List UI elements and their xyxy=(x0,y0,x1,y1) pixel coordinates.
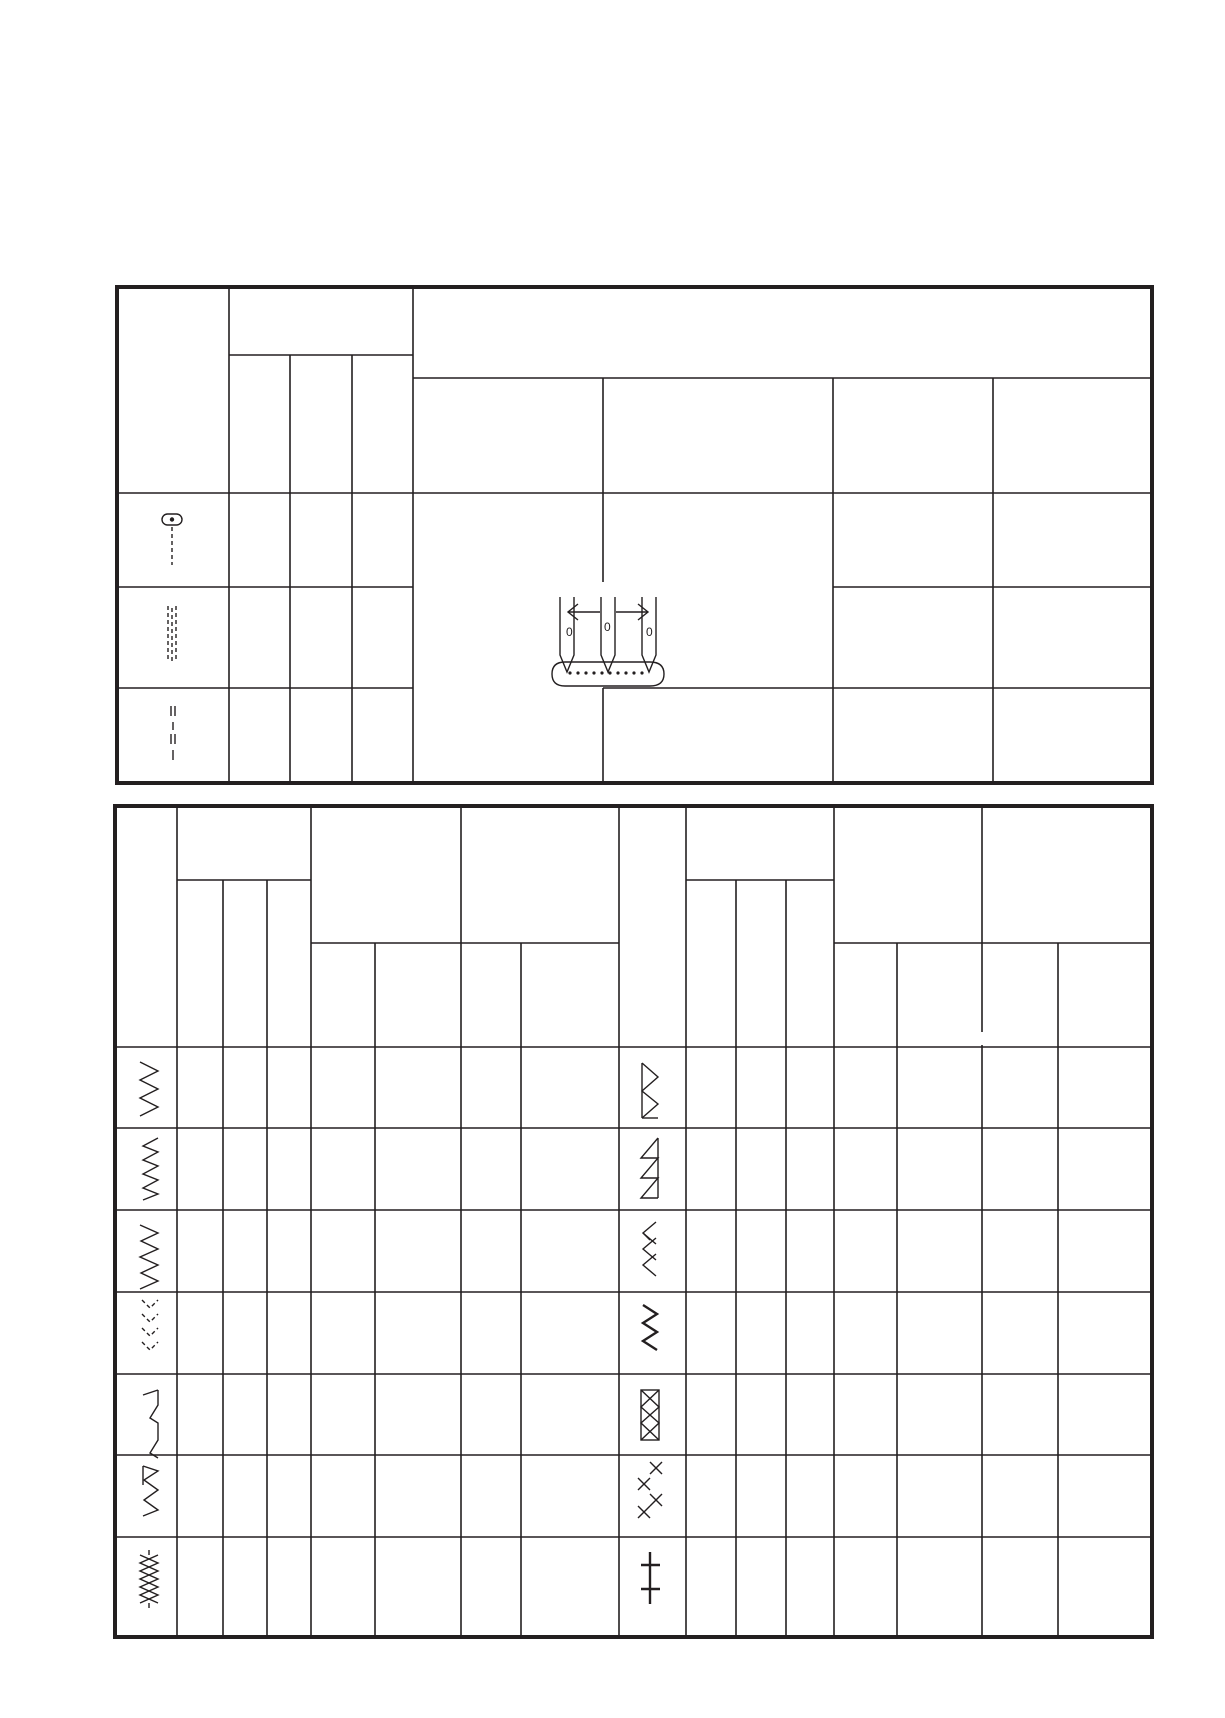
box-overlock-stitch-icon xyxy=(641,1390,659,1440)
elastic-blind-hem-icon xyxy=(143,1466,158,1516)
feather-stitch-icon xyxy=(643,1222,656,1276)
needle-mark-right: 0 xyxy=(646,625,653,639)
multi-step-zigzag-icon xyxy=(143,1138,158,1200)
three-step-zigzag-icon xyxy=(140,1225,158,1289)
blind-hem-stitch-icon xyxy=(143,1390,158,1458)
triangle-overcast-icon xyxy=(641,1138,658,1198)
straight-stitch-center-needle-icon xyxy=(162,514,182,565)
bottom-table-border xyxy=(115,806,1152,1637)
bold-zigzag-icon xyxy=(643,1305,657,1350)
needle-mark-center: 0 xyxy=(604,620,611,634)
ladder-stitch-icon xyxy=(641,1552,660,1604)
top-table xyxy=(117,287,1152,783)
needle-position-diagram-icon xyxy=(552,597,664,686)
honeycomb-stitch-icon xyxy=(140,1550,158,1608)
bottom-table xyxy=(115,806,1152,1637)
triple-straight-stitch-icon xyxy=(168,606,176,662)
needle-mark-left: 0 xyxy=(566,625,573,639)
zigzag-stitch-icon xyxy=(140,1062,158,1116)
stretch-straight-stitch-icon xyxy=(171,706,175,760)
cross-stitch-icon xyxy=(638,1462,662,1518)
broken-zigzag-stitch-icon xyxy=(142,1300,158,1350)
overlock-stitch-icon xyxy=(642,1063,658,1118)
top-table-border xyxy=(117,287,1152,783)
